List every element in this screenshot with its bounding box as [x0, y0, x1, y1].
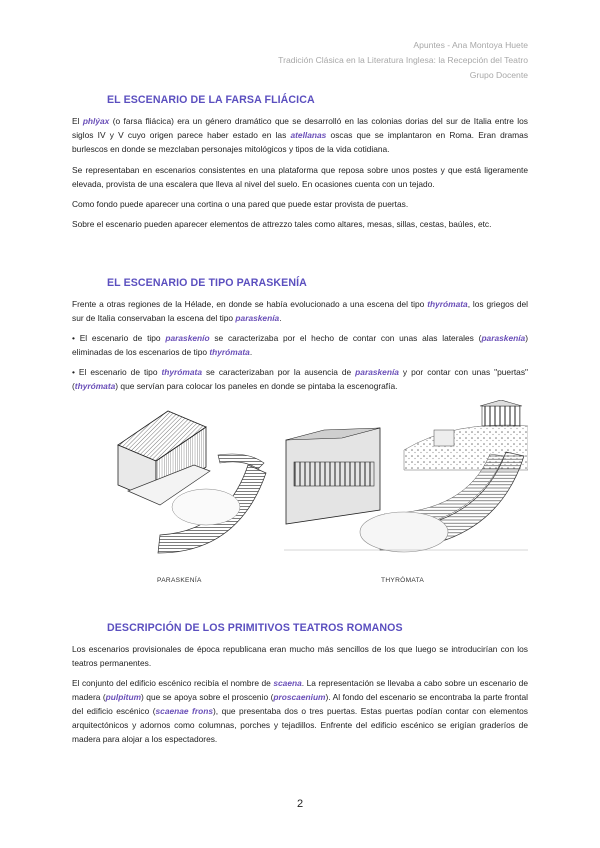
- paraskenia-drawing: [98, 403, 278, 568]
- header-group: Grupo Docente: [469, 70, 528, 80]
- term-paraskenia: paraskenía: [481, 333, 526, 343]
- text-run: y por contar con unas "puertas" (: [72, 367, 529, 391]
- text-run: ), que presentaba dos o tres puertas. Estas puertas podían contar con elementos arquitectónicos y adornos como columnas, porches y tejadillos. Enfrente del edificio escénico se erigían graderíos de madera para alojar a los espectadores.: [72, 706, 528, 744]
- paragraph-scaena: [72, 676, 528, 746]
- term-atellanas: atellanas: [290, 130, 327, 140]
- paragraph-attrezzo: Sobre el escenario pueden aparecer elementos de attrezzo tales como altares, mesas, sillas, cestas, baúles, etc.: [72, 219, 492, 229]
- running-header: [278, 38, 528, 83]
- term-thyromata: thyrómata: [427, 299, 468, 309]
- term-paraskenio: paraskenío: [165, 333, 210, 343]
- section-title-farsa: EL ESCENARIO DE LA FARSA FLIÁCICA: [107, 94, 315, 106]
- term-phlyax: phlýax: [82, 116, 110, 126]
- text-run: Frente a otras regiones de la Hélade, en donde se había evolucionado a una escena del tipo: [72, 299, 428, 309]
- caption-paraskenia: PARASKENÍA: [157, 577, 202, 584]
- text-run: • El escenario de tipo: [72, 367, 162, 377]
- bullet-paraskenio: [72, 331, 528, 359]
- page-number: 2: [296, 798, 304, 810]
- paragraph-phlyax: [72, 114, 528, 156]
- text-run: se caracterizaban por la ausencia de: [201, 367, 356, 377]
- term-thyromata: thyrómata: [161, 367, 202, 377]
- term-scaenae-frons: scaenae frons: [155, 706, 213, 716]
- text-run: ) que servían para colocar los paneles en donde se pintaba la escenografía.: [115, 381, 398, 391]
- text-run: ). Al fondo del escenario se encontraba la parte frontal del edificio escénico (: [72, 692, 528, 716]
- paragraph-plataforma: Se representaban en escenarios consistentes en una plataforma que reposa sobre unos postes y que está ligeramente elevada, provista de una escalera que lleva al nivel del suelo. En ocasiones cuenta con un tejado.: [72, 165, 528, 189]
- term-proscaenium: proscaenium: [273, 692, 326, 702]
- text-run: • El escenario de tipo: [72, 333, 166, 343]
- term-paraskenia: paraskenía: [355, 367, 399, 377]
- text-run: El conjunto del edificio escénico recibía el nombre de: [72, 678, 274, 688]
- paragraph-fondo: Como fondo puede aparecer una cortina o una pared que puede estar provista de puertas.: [72, 199, 409, 209]
- thyromata-drawing: [284, 400, 528, 568]
- text-run: oscas que se implantaron en Roma. Eran dramas burlescos en donde se mezclaban personajes mitológicos y tipos de la vida cotidiana.: [72, 130, 529, 154]
- thyromata-illustration: [284, 400, 528, 568]
- text-run: ) que se apoya sobre el proscenio (: [141, 692, 274, 702]
- caption-thyromata: THYRÓMATA: [381, 577, 425, 584]
- text-run: .: [279, 313, 282, 323]
- bullet-thyromata: [72, 365, 528, 393]
- term-thyromata: thyrómata: [209, 347, 250, 357]
- text-run: se caracterizaba por el hecho de contar con unas alas laterales (: [209, 333, 482, 343]
- text-run: , los griegos del sur de Italia conservaban la escena del tipo: [72, 299, 528, 323]
- text-run: El: [72, 116, 83, 126]
- text-run: (o farsa fliácica) era un género dramático que se desarrolló en las colonias dorias del sur de Italia entre los siglos IV y V cuyo origen parece haber estado en las: [72, 116, 528, 140]
- text-run: ) eliminadas de los escenarios de tipo: [72, 333, 528, 357]
- text-run: .: [249, 347, 253, 357]
- paraskenia-illustration: [98, 403, 278, 568]
- section-title-paraskenia: EL ESCENARIO DE TIPO PARASKENÍA: [107, 277, 307, 289]
- section-title-teatros-romanos: DESCRIPCIÓN DE LOS PRIMITIVOS TEATROS ROMANOS: [107, 622, 403, 634]
- header-course: Tradición Clásica en la Literatura Inglesa: la Recepción del Teatro: [278, 55, 528, 65]
- term-paraskenia: paraskenía: [235, 313, 280, 323]
- term-pulpitum: pulpitum: [105, 692, 142, 702]
- term-scaena: scaena: [273, 678, 302, 688]
- paragraph-helade: [72, 297, 528, 325]
- paragraph-republicana: Los escenarios provisionales de época republicana eran mucho más sencillos de los que luego se introducirían con los teatros permanentes.: [72, 644, 528, 668]
- term-thyromata: thyrómata: [74, 381, 116, 391]
- text-run: . La representación se llevaba a cabo sobre un escenario de madera (: [72, 678, 528, 702]
- header-author: Apuntes - Ana Montoya Huete: [413, 40, 528, 50]
